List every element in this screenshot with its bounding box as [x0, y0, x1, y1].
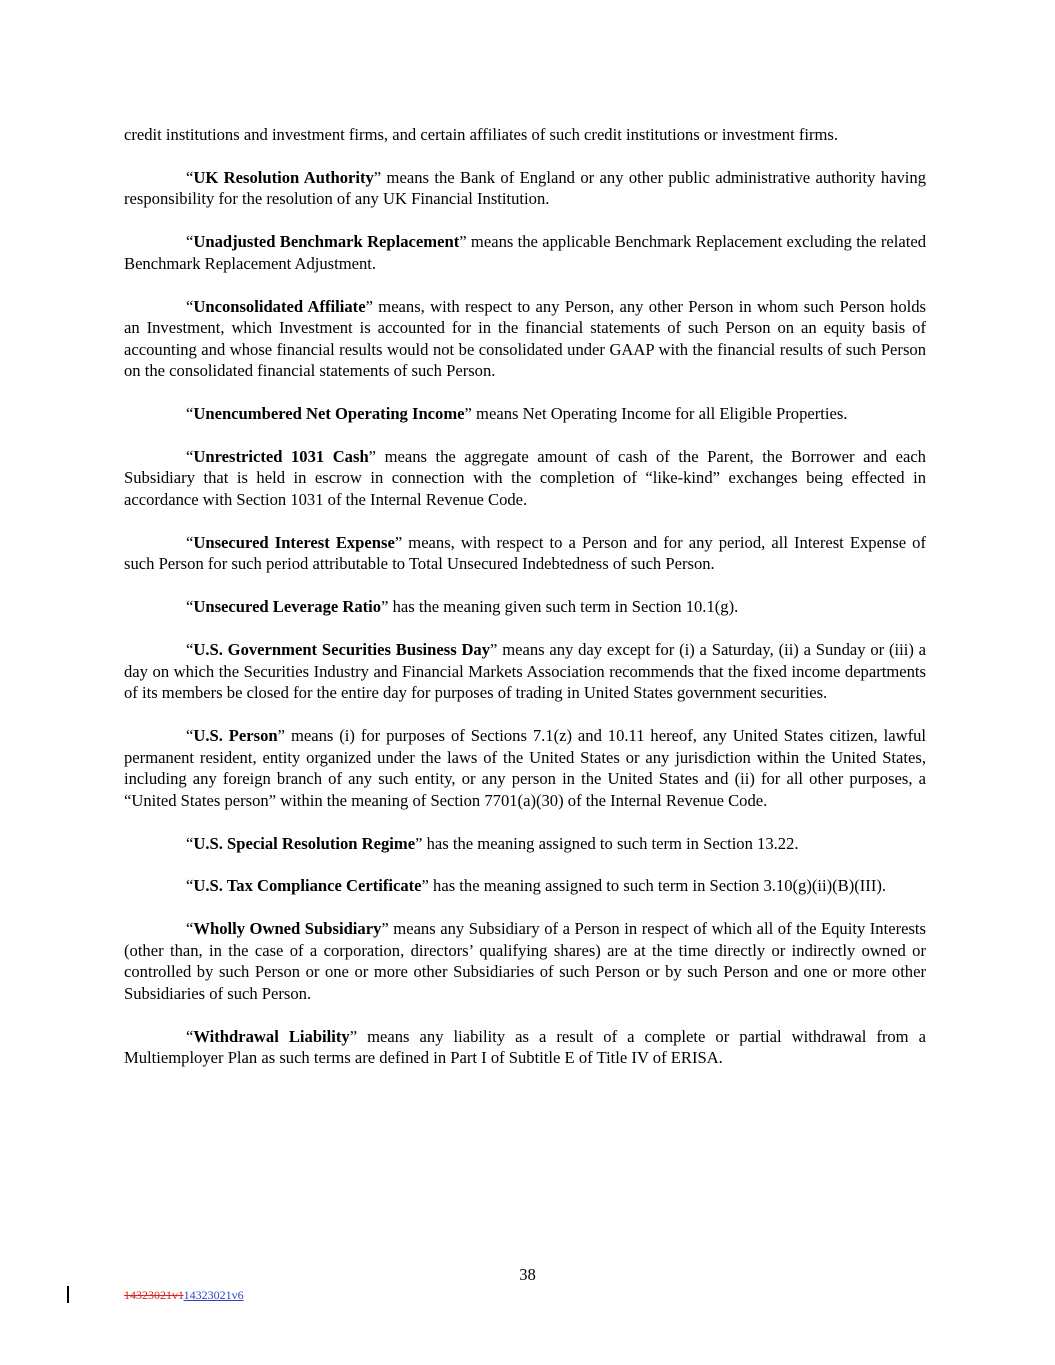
definition-us-special-resolution-regime: “U.S. Special Resolution Regime” has the meaning assigned to such term in Section 13.22. [186, 833, 799, 853]
intro-paragraph: credit institutions and investment firms, and certain affiliates of such credit institutions or investment firms. [124, 125, 839, 144]
definition-unsecured-leverage-ratio: “Unsecured Leverage Ratio” has the meaning given such term in Section 10.1(g). [186, 597, 739, 617]
document-id-inserted: 14323021v6 [183, 1288, 244, 1302]
definition-unconsolidated-affiliate: “Unconsolidated Affiliate” means, with respect to any Person, any other Person in whom such Person holds an Investment, which Investment is accounted for in the financial statements of such Person on an equity basis of accounting and whose financial results would not be consolidated under GAAP with the financial results of such Person on the consolidated financial statements of such Person. [124, 296, 927, 381]
definition-text: has the meaning given such term in Section 10.1(g). [388, 597, 739, 617]
page-number: 38 [519, 1265, 536, 1284]
definition-uk-resolution-authority: “UK Resolution Authority” means the Bank of England or any other public administrative authority having responsibility for the resolution of any UK Financial Institution. [124, 167, 926, 209]
defined-term: U.S. Tax Compliance Certificate [193, 876, 422, 896]
definition-text: means the applicable Benchmark Replacement excluding the related Benchmark Replacement Adjustment. [124, 232, 927, 273]
definition-text: means any Subsidiary of a Person in respect of which all of the Equity Interests (other than, in the case of a corporation, directors’ qualifying shares) are at the time directly or indirectly owned or controlled by such Person or one or more other Subsidiaries of such Person or by such Person and one or more other Subsidiaries of such Person. [124, 919, 926, 1003]
defined-term: Withdrawal Liability [193, 1026, 350, 1046]
definition-text: means, with respect to any Person, any other Person in whom such Person holds an Investment, which Investment is accounted for in the financial statements of such Person on an equity basis of accounting and whose financial results would not be consolidated under GAAP with the financial results of such Person on the consolidated financial statements of such Person. [124, 296, 927, 381]
definition-text: means, with respect to a Person and for any period, all Interest Expense of such Person for such period attributable to Total Unsecured Indebtedness of such Person. [124, 532, 926, 574]
definition-unencumbered-noi: “Unencumbered Net Operating Income” means Net Operating Income for all Eligible Properties. [186, 404, 848, 424]
defined-term: Unsecured Leverage Ratio [193, 597, 382, 617]
defined-term: Unconsolidated Affiliate [193, 296, 366, 316]
definition-unsecured-interest-expense: “Unsecured Interest Expense” means, with respect to a Person and for any period, all Interest Expense of such Person for such period attributable to Total Unsecured Indebtedness of such Person. [124, 532, 926, 574]
defined-term: UK Resolution Authority [193, 167, 374, 187]
defined-term: Unrestricted 1031 Cash [193, 446, 369, 466]
change-bar [67, 1286, 69, 1303]
document-id [124, 1288, 244, 1302]
definition-withdrawal-liability: “Withdrawal Liability” means any liability as a result of a complete or partial withdrawal from a Multiemployer Plan as such terms are defined in Part I of Subtitle E of Title IV of ERISA. [124, 1026, 926, 1068]
document-id-deleted: 14323021v1 [124, 1288, 184, 1302]
definition-text: means the aggregate amount of cash of the Parent, the Borrower and each Subsidiary that is held in escrow in connection with the completion of “like-kind” exchanges being effected in accordance with Section 1031 of the Internal Revenue Code. [124, 446, 926, 510]
definition-text: has the meaning assigned to such term in Section 13.22. [422, 833, 799, 853]
definition-text: means (i) for purposes of Sections 7.1(z) and 10.11 hereof, any United States citizen, lawful permanent resident, entity organized under the laws of the United States or any jurisdiction within the United States, including any foreign branch of any such entity, or any person in the United States and (ii) for all other purposes, a “United States person” within the meaning of Section 7701(a)(30) of the Internal Revenue Code. [124, 725, 927, 810]
defined-term: Wholly Owned Subsidiary [193, 919, 382, 939]
definition-text: has the meaning assigned to such term in Section 3.10(g)(ii)(B)(III). [428, 876, 887, 896]
definition-text: means the Bank of England or any other public administrative authority having responsibility for the resolution of any UK Financial Institution. [124, 167, 926, 209]
definition-us-person: “U.S. Person” means (i) for purposes of Sections 7.1(z) and 10.11 hereof, any United States citizen, lawful permanent resident, entity organized under the laws of the United States or any jurisdiction within the United States, including any foreign branch of any such entity, or any person in the United States and (ii) for all other purposes, a “United States person” within the meaning of Section 7701(a)(30) of the Internal Revenue Code. [124, 725, 927, 810]
page-body [124, 124, 926, 1090]
definition-us-tax-compliance-certificate: “U.S. Tax Compliance Certificate” has the meaning assigned to such term in Section 3.10(g)(ii)(B)(III). [186, 876, 887, 896]
definition-wholly-owned-subsidiary: “Wholly Owned Subsidiary” means any Subsidiary of a Person in respect of which all of the Equity Interests (other than, in the case of a corporation, directors’ qualifying shares) are at the time directly or indirectly owned or controlled by such Person or one or more other Subsidiaries of such Person or by such Person and one or more other Subsidiaries of such Person. [124, 919, 926, 1003]
definition-us-gov-securities-business-day: “U.S. Government Securities Business Day” means any day except for (i) a Saturday, (ii) a Sunday or (iii) a day on which the Securities Industry and Financial Markets Association recommends that the fixed income departments of its members be closed for the entire day for purposes of trading in United States government securities. [124, 640, 927, 703]
defined-term: Unencumbered Net Operating Income [193, 404, 465, 424]
defined-term: Unadjusted Benchmark Replacement [193, 232, 460, 252]
definition-text: means any day except for (i) a Saturday, (ii) a Sunday or (iii) a day on which the Securities Industry and Financial Markets Association recommends that the fixed income departments of its members be closed for the entire day for purposes of trading in United States government securities. [124, 640, 927, 703]
defined-term: U.S. Person [193, 725, 278, 745]
defined-term: U.S. Government Securities Business Day [193, 640, 491, 659]
defined-term: U.S. Special Resolution Regime [193, 833, 416, 853]
defined-term: Unsecured Interest Expense [193, 532, 395, 552]
definition-text: means Net Operating Income for all Eligible Properties. [471, 404, 848, 424]
definition-unrestricted-1031-cash: “Unrestricted 1031 Cash” means the aggregate amount of cash of the Parent, the Borrower and each Subsidiary that is held in escrow in connection with the completion of “like-kind” exchanges being effected in accordance with Section 1031 of the Internal Revenue Code. [124, 446, 926, 510]
definition-text: means any liability as a result of a complete or partial withdrawal from a Multiemployer Plan as such terms are defined in Part I of Subtitle E of Title IV of ERISA. [124, 1026, 926, 1068]
definition-unadjusted-benchmark-replacement: “Unadjusted Benchmark Replacement” means the applicable Benchmark Replacement excluding the related Benchmark Replacement Adjustment. [124, 232, 927, 273]
